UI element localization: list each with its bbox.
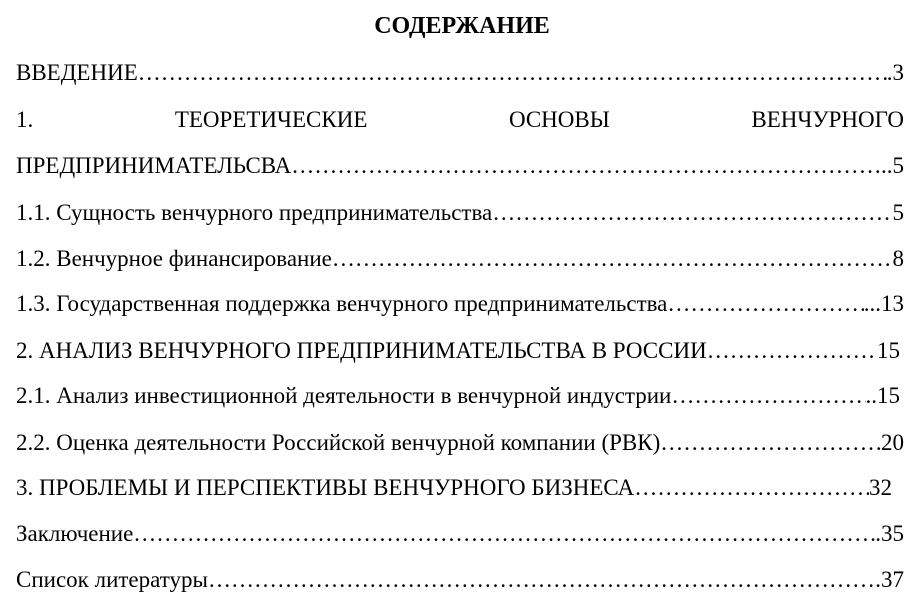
toc-page-number: 15 bbox=[877, 339, 900, 363]
toc-dot-leader bbox=[291, 154, 881, 177]
toc-entry-chapter3 bbox=[16, 476, 892, 504]
toc-entry-introduction bbox=[16, 61, 904, 89]
toc-chapter1-word: ТЕОРЕТИЧЕСКИЕ bbox=[174, 108, 368, 132]
toc-entry-text: 3. ПРОБЛЕМЫ И ПЕРСПЕКТИВЫ ВЕНЧУРНОГО БИЗНЕСА bbox=[16, 476, 635, 500]
toc-dot-leader bbox=[707, 339, 877, 362]
toc-entry-text: 2. АНАЛИЗ ВЕНЧУРНОГО ПРЕДПРИНИМАТЕЛЬСТВА В РОССИИ bbox=[16, 339, 707, 363]
toc-dot-leader bbox=[492, 201, 892, 224]
toc-dot-leader bbox=[634, 476, 869, 499]
toc-entry-text: 2.2. Оценка деятельности Российской венчурной компании (РВК) bbox=[16, 431, 661, 455]
toc-entry-text: 1.3. Государственная поддержка венчурного предпринимательства bbox=[16, 292, 668, 316]
toc-dot-leader bbox=[138, 61, 887, 84]
toc-entry-text: 1.2. Венчурное финансирование bbox=[16, 247, 332, 271]
toc-entry-conclusion bbox=[16, 522, 904, 550]
toc-entry-section-1-3 bbox=[16, 292, 904, 320]
toc-chapter1-word: 1. bbox=[16, 108, 34, 132]
toc-page-number: 32 bbox=[869, 476, 892, 500]
toc-chapter1-heading-line bbox=[16, 108, 904, 136]
toc-entry-text: ВВЕДЕНИЕ bbox=[16, 61, 138, 85]
toc-page-number: 5 bbox=[892, 201, 904, 225]
toc-entry-section-2-1 bbox=[16, 384, 900, 412]
toc-page-number: 8 bbox=[892, 247, 904, 271]
toc-entry-references bbox=[16, 568, 904, 596]
toc-chapter1-word: ОСНОВЫ bbox=[508, 108, 610, 132]
toc-page-number: .37 bbox=[875, 568, 904, 592]
toc-entry-text: 2.1. Анализ инвестиционной деятельности в венчурной индустрии bbox=[16, 384, 672, 408]
toc-entry-section-1-1 bbox=[16, 201, 904, 229]
toc-entry-section-2-2 bbox=[16, 431, 904, 459]
toc-page-number: .3 bbox=[886, 61, 904, 85]
toc-title: СОДЕРЖАНИЕ bbox=[374, 13, 550, 39]
toc-entry-section-1-2 bbox=[16, 247, 904, 275]
toc-page-number: ..5 bbox=[881, 154, 904, 178]
toc-dot-leader bbox=[133, 522, 875, 545]
toc-dot-leader bbox=[671, 384, 865, 407]
toc-page-number: ...13 bbox=[863, 292, 904, 316]
toc-page-number: ..15 bbox=[865, 384, 900, 408]
toc-entry-text: ПРЕДПРИНИМАТЕЛЬСВА bbox=[16, 154, 292, 178]
toc-dot-leader bbox=[660, 431, 881, 454]
toc-entry-text: 1.1. Сущность венчурного предпринимательства bbox=[16, 201, 493, 225]
toc-dot-leader bbox=[208, 568, 875, 591]
toc-chapter1-word: ВЕНЧУРНОГО bbox=[751, 108, 904, 132]
toc-entry-chapter1 bbox=[16, 154, 904, 182]
toc-page-number: .35 bbox=[875, 522, 904, 546]
toc-page-number: 20 bbox=[881, 431, 904, 455]
toc-dot-leader bbox=[667, 292, 863, 315]
toc-entry-chapter2 bbox=[16, 339, 900, 367]
toc-entry-text: Список литературы bbox=[16, 568, 208, 592]
toc-entry-text: Заключение bbox=[16, 522, 134, 546]
toc-dot-leader bbox=[332, 247, 893, 270]
